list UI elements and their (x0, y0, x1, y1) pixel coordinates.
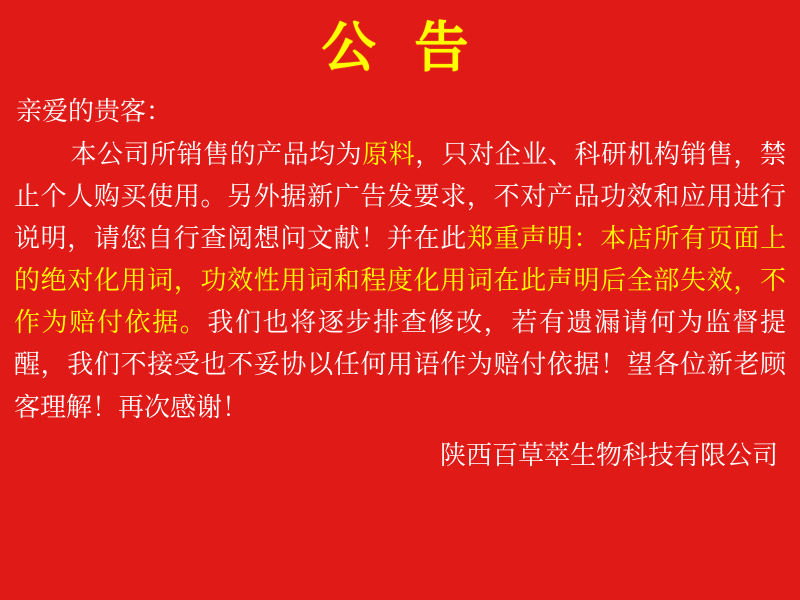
page-title: 公 告 (321, 16, 479, 79)
body-segment-3: 我们也将逐步排查修改，若有遗漏请何为监督提醒，我们不接受也不妥协以任何用语作为赔付依据！望各位新老顾客理解！再次感谢！ (14, 308, 786, 423)
body-segment-1: 本公司所销售的产品均为 (70, 139, 363, 170)
body-segment-2: ，只对企业、科研机构销售，禁止个人购买使用。另外据新广告发要求，不对产品功效和应用进行说明，请您自行查阅想问文献！并在此 (14, 139, 786, 255)
announcement-body (14, 134, 786, 429)
highlight-statement: 郑重声明：本店所有页面上的绝对化用词，功效性用词和程度化用词在此声明后全部失效，不作为赔付依据。 (14, 224, 786, 339)
highlight-raw-material: 原料 (362, 139, 416, 170)
company-signature: 陕西百草萃生物科技有限公司 (439, 440, 778, 471)
salutation-text: 亲爱的贵客： (16, 96, 173, 127)
